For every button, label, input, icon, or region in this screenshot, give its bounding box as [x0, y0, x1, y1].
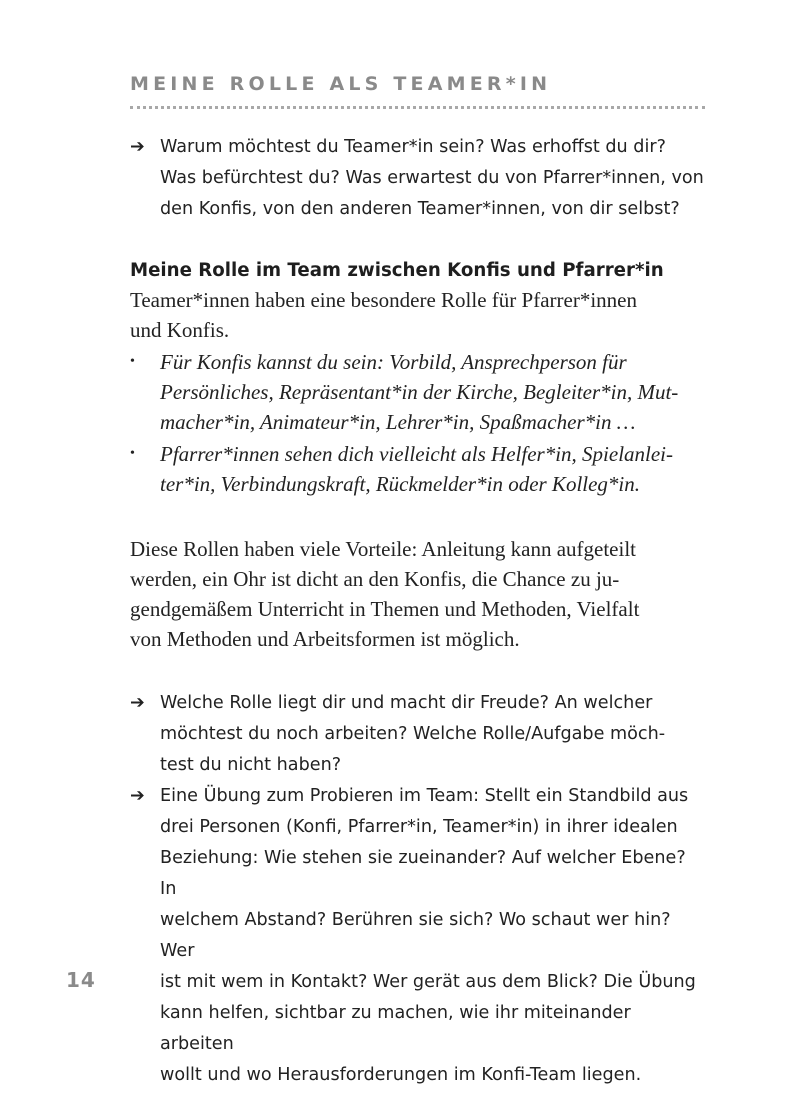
text-line: Welche Rolle liegt dir und macht dir Freude? An welcher: [160, 693, 653, 713]
reflection-question-2: [130, 688, 705, 781]
arrow-right-icon: ➔: [130, 786, 145, 806]
text-line: werden, ein Ohr ist dicht an den Konfis, die Chance zu ju-: [130, 567, 620, 591]
question-text: [160, 132, 705, 225]
text-line: wollt und wo Herausforderungen im Konfi-Team liegen.: [160, 1065, 642, 1085]
text-line: drei Personen (Konfi, Pfarrer*in, Teamer*in) in ihrer idealen: [160, 817, 678, 837]
question-text: [160, 688, 705, 781]
page-header: [130, 70, 705, 109]
text-line: Persönliches, Repräsentant*in der Kirche, Begleiter*in, Mut-: [160, 380, 679, 404]
text-line: den Konfis, von den anderen Teamer*innen, von dir selbst?: [160, 199, 680, 219]
reflection-question-1: [130, 132, 705, 225]
text-line: test du nicht haben?: [160, 755, 342, 775]
text-line: ist mit wem in Kontakt? Wer gerät aus dem Blick? Die Übung: [160, 972, 696, 992]
reflection-exercise: [130, 781, 705, 1091]
intro-paragraph: [130, 285, 706, 345]
text-line: möchtest du noch arbeiten? Welche Rolle/Aufgabe möch-: [160, 724, 666, 744]
text-line: und Konfis.: [130, 318, 230, 342]
text-line: ter*in, Verbindungskraft, Rückmelder*in oder Kolleg*in.: [160, 472, 641, 496]
bullet-item-konfis: [130, 347, 706, 437]
page-number: 14: [66, 968, 96, 992]
text-line: macher*in, Animateur*in, Lehrer*in, Spaßmacher*in …: [160, 410, 636, 434]
arrow-right-icon: ➔: [130, 693, 145, 713]
text-line: gendgemäßem Unterricht in Themen und Methoden, Vielfalt: [130, 597, 640, 621]
text-line: Was befürchtest du? Was erwartest du von Pfarrer*innen, von: [160, 168, 704, 188]
text-line: Eine Übung zum Probieren im Team: Stellt ein Standbild aus: [160, 786, 689, 806]
role-bullet-list: [130, 347, 706, 499]
text-line: von Methoden und Arbeitsformen ist möglich.: [130, 627, 520, 651]
chapter-title: MEINE ROLLE ALS TEAMER*IN: [130, 73, 552, 95]
dotted-divider: [130, 106, 705, 109]
bullet-item-pfarrer: [130, 439, 706, 499]
advantages-paragraph: [130, 534, 706, 654]
text-line: Warum möchtest du Teamer*in sein? Was erhoffst du dir?: [160, 137, 666, 157]
text-line: Pfarrer*innen sehen dich vielleicht als Helfer*in, Spielanlei-: [160, 442, 674, 466]
exercise-text: [160, 781, 705, 1091]
bullet-icon: •: [130, 446, 135, 461]
bullet-icon: •: [130, 354, 135, 369]
text-line: kann helfen, sichtbar zu machen, wie ihr miteinander arbeiten: [160, 1003, 631, 1054]
section-heading: Meine Rolle im Team zwischen Konfis und Pfarrer*in: [130, 260, 664, 281]
text-line: welchem Abstand? Berühren sie sich? Wo schaut wer hin? Wer: [160, 910, 671, 961]
text-line: Beziehung: Wie stehen sie zueinander? Auf welcher Ebene? In: [160, 848, 686, 899]
text-line: Teamer*innen haben eine besondere Rolle für Pfarrer*innen: [130, 288, 637, 312]
arrow-right-icon: ➔: [130, 137, 145, 157]
text-line: Für Konfis kannst du sein: Vorbild, Ansprechperson für: [160, 350, 627, 374]
text-line: Diese Rollen haben viele Vorteile: Anleitung kann aufgeteilt: [130, 537, 637, 561]
